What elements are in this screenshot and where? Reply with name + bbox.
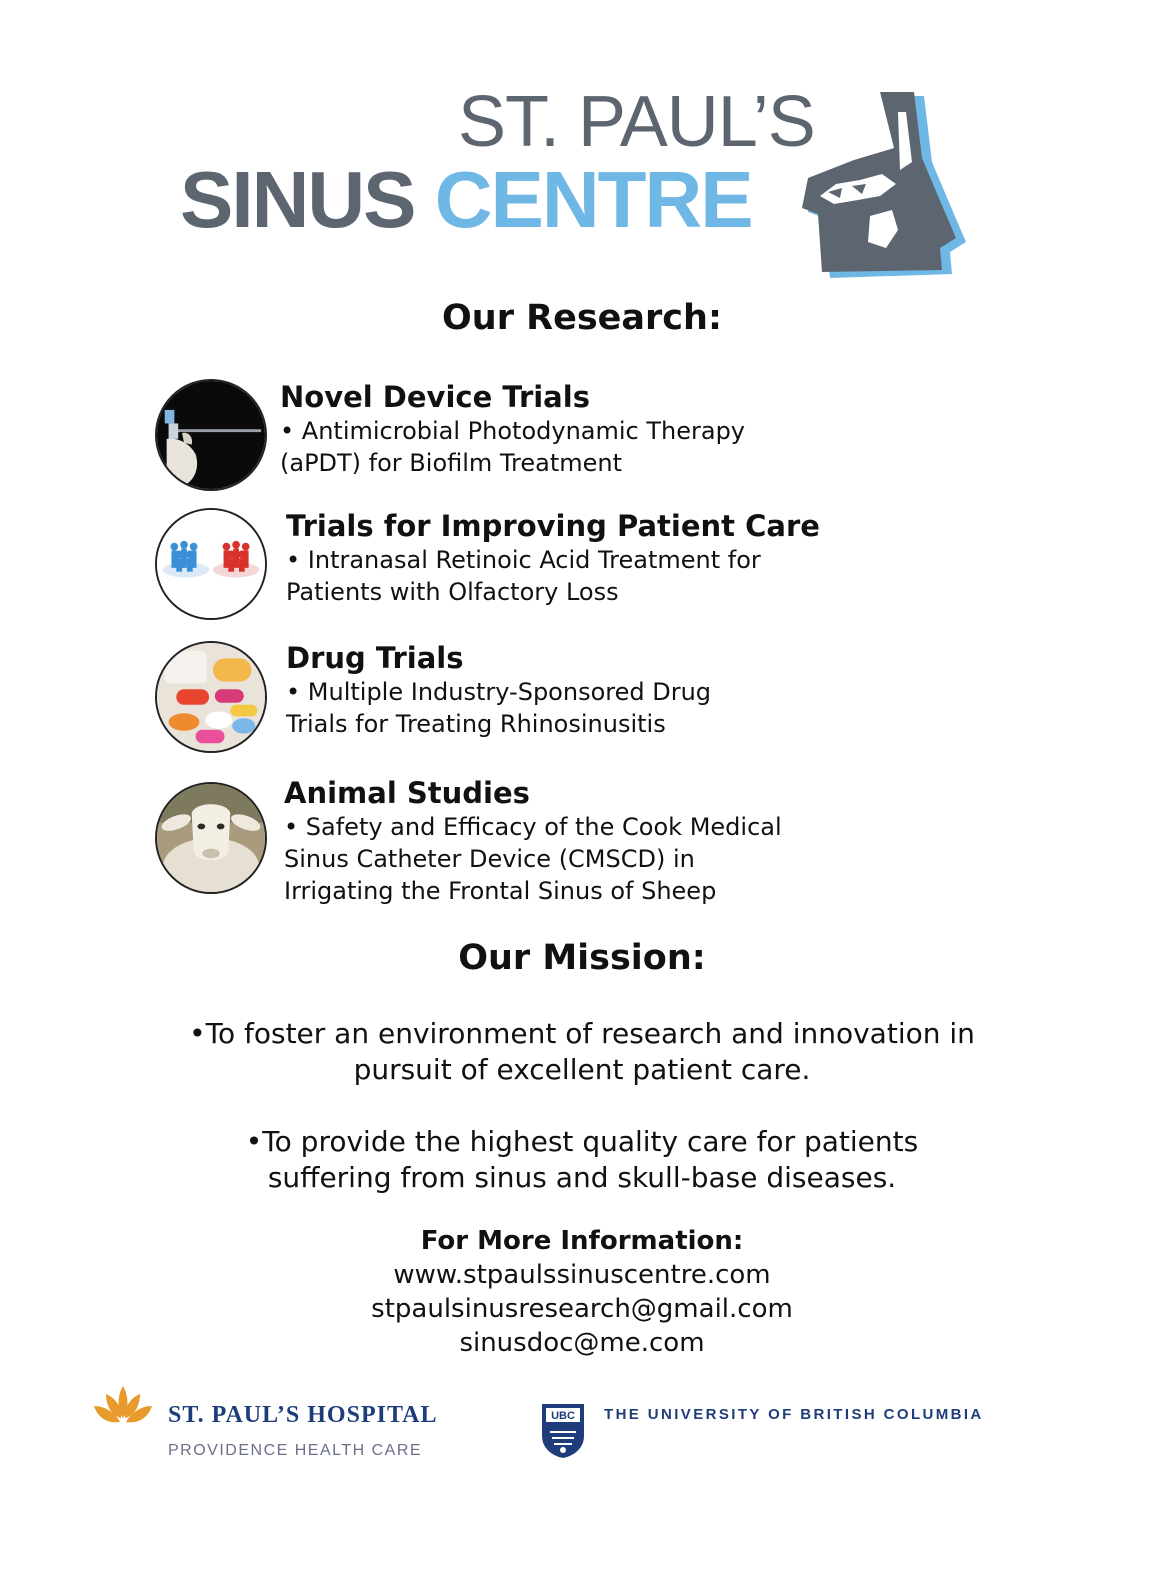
mission-line: •To provide the highest quality care for patients — [245, 1125, 919, 1158]
item-title: Novel Device Trials — [280, 380, 590, 414]
patient-groups-icon — [155, 508, 267, 620]
mission-line: suffering from sinus and skull-base diseases. — [267, 1161, 897, 1194]
ubc-crest-text: UBC — [551, 1410, 575, 1422]
hospital-name: ST. PAUL’S HOSPITAL — [168, 1402, 438, 1428]
item-line: • Multiple Industry-Sponsored Drug — [286, 678, 712, 706]
item-line: Trials for Treating Rhinosinusitis — [286, 710, 666, 738]
item-description — [284, 811, 782, 907]
website-link[interactable]: www.stpaulssinuscentre.com — [393, 1260, 771, 1290]
item-line: • Antimicrobial Photodynamic Therapy — [280, 417, 745, 445]
sheep-icon — [155, 782, 267, 894]
item-line: Patients with Olfactory Loss — [286, 578, 619, 606]
mission-line: •To foster an environment of research and innovation in — [189, 1017, 975, 1050]
doctor-email-link[interactable]: sinusdoc@me.com — [459, 1328, 705, 1358]
sinus-centre-logo — [0, 0, 1164, 290]
item-description — [286, 544, 761, 608]
contact-block — [0, 1224, 1164, 1360]
logo-line-1: ST. PAUL’S — [458, 82, 815, 162]
hospital-subtitle: PROVIDENCE HEALTH CARE — [168, 1442, 423, 1459]
logo-line-2 — [180, 155, 752, 244]
mission-bullet — [0, 1016, 1164, 1088]
ubc-name: THE UNIVERSITY OF BRITISH COLUMBIA — [604, 1406, 984, 1423]
item-line: (aPDT) for Biofilm Treatment — [280, 449, 623, 477]
item-description — [286, 676, 711, 740]
mission-bullet — [0, 1124, 1164, 1196]
mission-heading: Our Mission: — [458, 938, 706, 978]
item-line: • Safety and Efficacy of the Cook Medical — [284, 813, 782, 841]
lotus-icon — [94, 1384, 152, 1428]
item-line: Sinus Catheter Device (CMSCD) in — [284, 845, 695, 873]
item-title: Animal Studies — [284, 776, 530, 810]
pills-icon — [155, 641, 267, 753]
syringe-hand-icon — [155, 379, 267, 491]
item-description — [280, 415, 745, 479]
research-email-link[interactable]: stpaulsinusresearch@gmail.com — [371, 1294, 793, 1324]
contact-heading: For More Information: — [420, 1226, 744, 1256]
logo-word-sinus: SINUS — [180, 155, 415, 244]
head-profile-sinus-icon — [800, 92, 970, 282]
item-title: Drug Trials — [286, 641, 464, 675]
item-line: • Intranasal Retinoic Acid Treatment for — [286, 546, 761, 574]
item-line: Irrigating the Frontal Sinus of Sheep — [284, 877, 717, 905]
research-heading: Our Research: — [442, 298, 722, 338]
ubc-crest-icon — [540, 1402, 586, 1460]
mission-line: pursuit of excellent patient care. — [353, 1053, 811, 1086]
item-title: Trials for Improving Patient Care — [286, 509, 820, 543]
logo-word-centre: CENTRE — [434, 155, 752, 244]
